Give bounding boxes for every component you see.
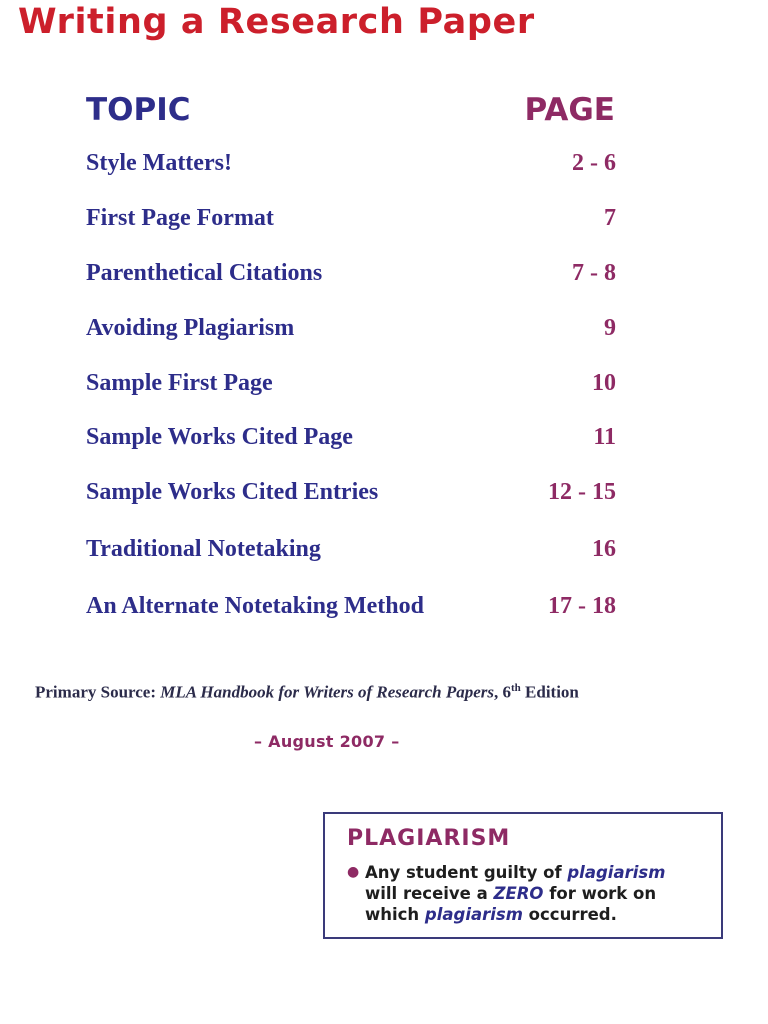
toc-row	[86, 424, 616, 458]
callout-body	[347, 862, 707, 925]
callout-text: will receive a	[365, 884, 494, 903]
toc-topic: An Alternate Notetaking Method	[86, 593, 424, 619]
callout-emphasis: plagiarism	[567, 863, 666, 882]
source-book-title: MLA Handbook for Writers of Research Papers	[160, 682, 494, 702]
source-edition-number: 6	[502, 682, 511, 702]
toc-topic: Traditional Notetaking	[86, 536, 321, 562]
source-edition-word: Edition	[525, 682, 579, 702]
callout-title: PLAGIARISM	[347, 826, 511, 851]
callout-text: occurred.	[522, 905, 617, 924]
toc-page: 11	[593, 424, 616, 450]
toc-header-page: PAGE	[524, 92, 615, 128]
primary-source-line: Primary Source: MLA Handbook for Writers of Research Papers, 6th Edition	[35, 682, 579, 702]
plagiarism-callout	[323, 812, 723, 939]
toc-page: 9	[604, 315, 616, 341]
toc-topic: Style Matters!	[86, 150, 232, 176]
toc-topic: Parenthetical Citations	[86, 260, 323, 286]
callout-line-1	[365, 862, 707, 883]
toc-row	[86, 315, 616, 349]
callout-emphasis: ZERO	[493, 884, 544, 903]
toc-page: 17 - 18	[548, 593, 616, 619]
callout-line-2	[365, 883, 707, 904]
toc-topic: Avoiding Plagiarism	[86, 315, 295, 341]
toc-header-topic: TOPIC	[86, 92, 191, 128]
toc-row	[86, 479, 616, 513]
callout-text: Any student guilty of	[365, 863, 568, 882]
date-line: – August 2007 –	[254, 732, 400, 751]
source-edition-suffix: th	[511, 682, 521, 694]
toc-page: 16	[592, 536, 616, 562]
toc-topic: Sample Works Cited Entries	[86, 479, 379, 505]
callout-line-3	[365, 904, 707, 925]
toc-page: 10	[592, 370, 616, 396]
bullet-icon: ●	[347, 864, 360, 880]
callout-text: for work on	[543, 884, 657, 903]
source-label: Primary Source:	[35, 682, 157, 702]
document-title: Writing a Research Paper	[18, 2, 535, 42]
toc-topic: First Page Format	[86, 205, 274, 231]
toc-row	[86, 205, 616, 239]
toc-page: 12 - 15	[548, 479, 616, 505]
toc-page: 2 - 6	[572, 150, 616, 176]
toc-row	[86, 150, 616, 184]
toc-row	[86, 536, 616, 570]
toc-page: 7	[604, 205, 616, 231]
callout-emphasis: plagiarism	[424, 905, 523, 924]
toc-topic: Sample First Page	[86, 370, 273, 396]
toc-topic: Sample Works Cited Page	[86, 424, 353, 450]
toc-page: 7 - 8	[572, 260, 616, 286]
toc-row	[86, 260, 616, 294]
callout-text: which	[365, 905, 425, 924]
toc-row	[86, 370, 616, 404]
toc-row	[86, 593, 616, 627]
